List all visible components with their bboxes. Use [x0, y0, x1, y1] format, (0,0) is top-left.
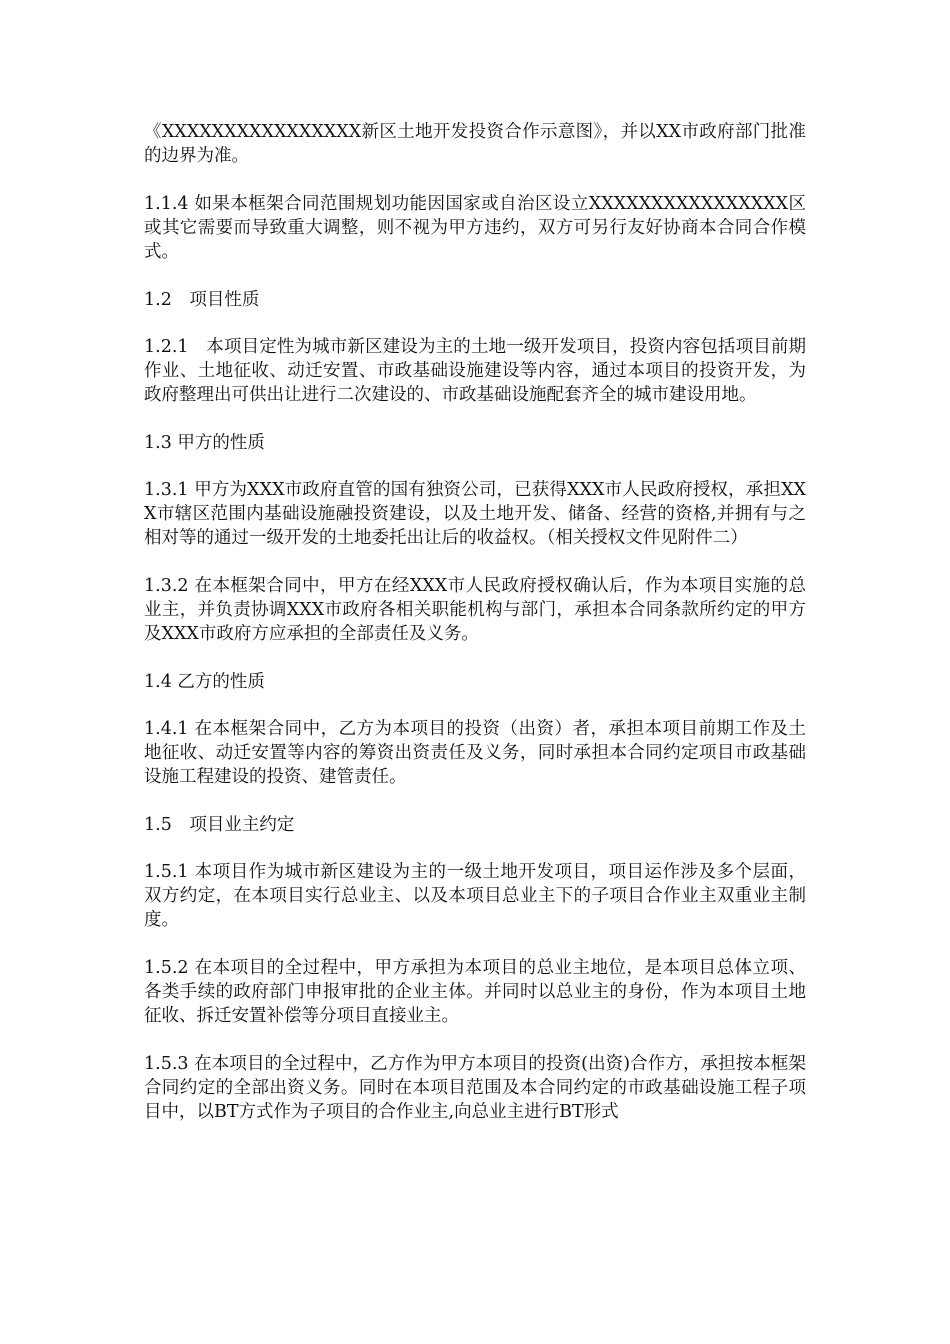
paragraph-1-3-1: 1.3.1 甲方为XXX市政府直管的国有独资公司，已获得XXX市人民政府授权，承担XXX市辖区范围内基础设施融投资建设，以及土地开发、储备、经营的资格,并拥有与之相对等的通过一级开发的土地委托出让后的收益权。（相关授权文件见附件二）	[144, 480, 806, 548]
heading-1-2: 1.2 项目性质	[144, 290, 260, 310]
paragraph-1-2-1: 1.2.1 本项目定性为城市新区建设为主的土地一级开发项目，投资内容包括项目前期作业、土地征收、动迁安置、市政基础设施建设等内容，通过本项目的投资开发，为政府整理出可供出让进行二次建设的、市政基础设施配套齐全的城市建设用地。	[144, 337, 806, 405]
paragraph-1-5-1: 1.5.1 本项目作为城市新区建设为主的一级土地开发项目，项目运作涉及多个层面，双方约定，在本项目实行总业主、以及本项目总业主下的子项目合作业主双重业主制度。	[144, 862, 806, 930]
paragraph-1-4-1: 1.4.1 在本框架合同中，乙方为本项目的投资（出资）者，承担本项目前期工作及土地征收、动迁安置等内容的筹资出资责任及义务，同时承担本合同约定项目市政基础设施工程建设的投资、建管责任。	[144, 719, 806, 787]
heading-1-4: 1.4 乙方的性质	[144, 672, 265, 692]
paragraph-1-5-3: 1.5.3 在本项目的全过程中，乙方作为甲方本项目的投资(出资)合作方，承担按本框架合同约定的全部出资义务。同时在本项目范围及本合同约定的市政基础设施工程子项目中，以BT方式作为子项目的合作业主,向总业主进行BT形式	[144, 1054, 806, 1122]
paragraph-1-1-4: 1.1.4 如果本框架合同范围规划功能因国家或自治区设立XXXXXXXXXXXXXXXX区或其它需要而导致重大调整，则不视为甲方违约，双方可另行友好协商本合同合作模式。	[144, 194, 806, 262]
paragraph-1-5-2: 1.5.2 在本项目的全过程中，甲方承担为本项目的总业主地位，是本项目总体立项、各类手续的政府部门申报审批的企业主体。并同时以总业主的身份，作为本项目土地征收、拆迁安置补偿等分项目直接业主。	[144, 958, 806, 1026]
paragraph-1-3-2: 1.3.2 在本框架合同中，甲方在经XXX市人民政府授权确认后，作为本项目实施的总业主，并负责协调XXX市政府各相关职能机构与部门，承担本合同条款所约定的甲方及XXX市政府方应承担的全部责任及义务。	[144, 576, 806, 644]
heading-1-5: 1.5 项目业主约定	[144, 815, 295, 835]
paragraph-map-boundary: 《XXXXXXXXXXXXXXXX新区土地开发投资合作示意图》，并以XX市政府部门批准的边界为准。	[144, 122, 806, 166]
document-page	[144, 120, 806, 1148]
heading-1-3: 1.3 甲方的性质	[144, 433, 265, 453]
